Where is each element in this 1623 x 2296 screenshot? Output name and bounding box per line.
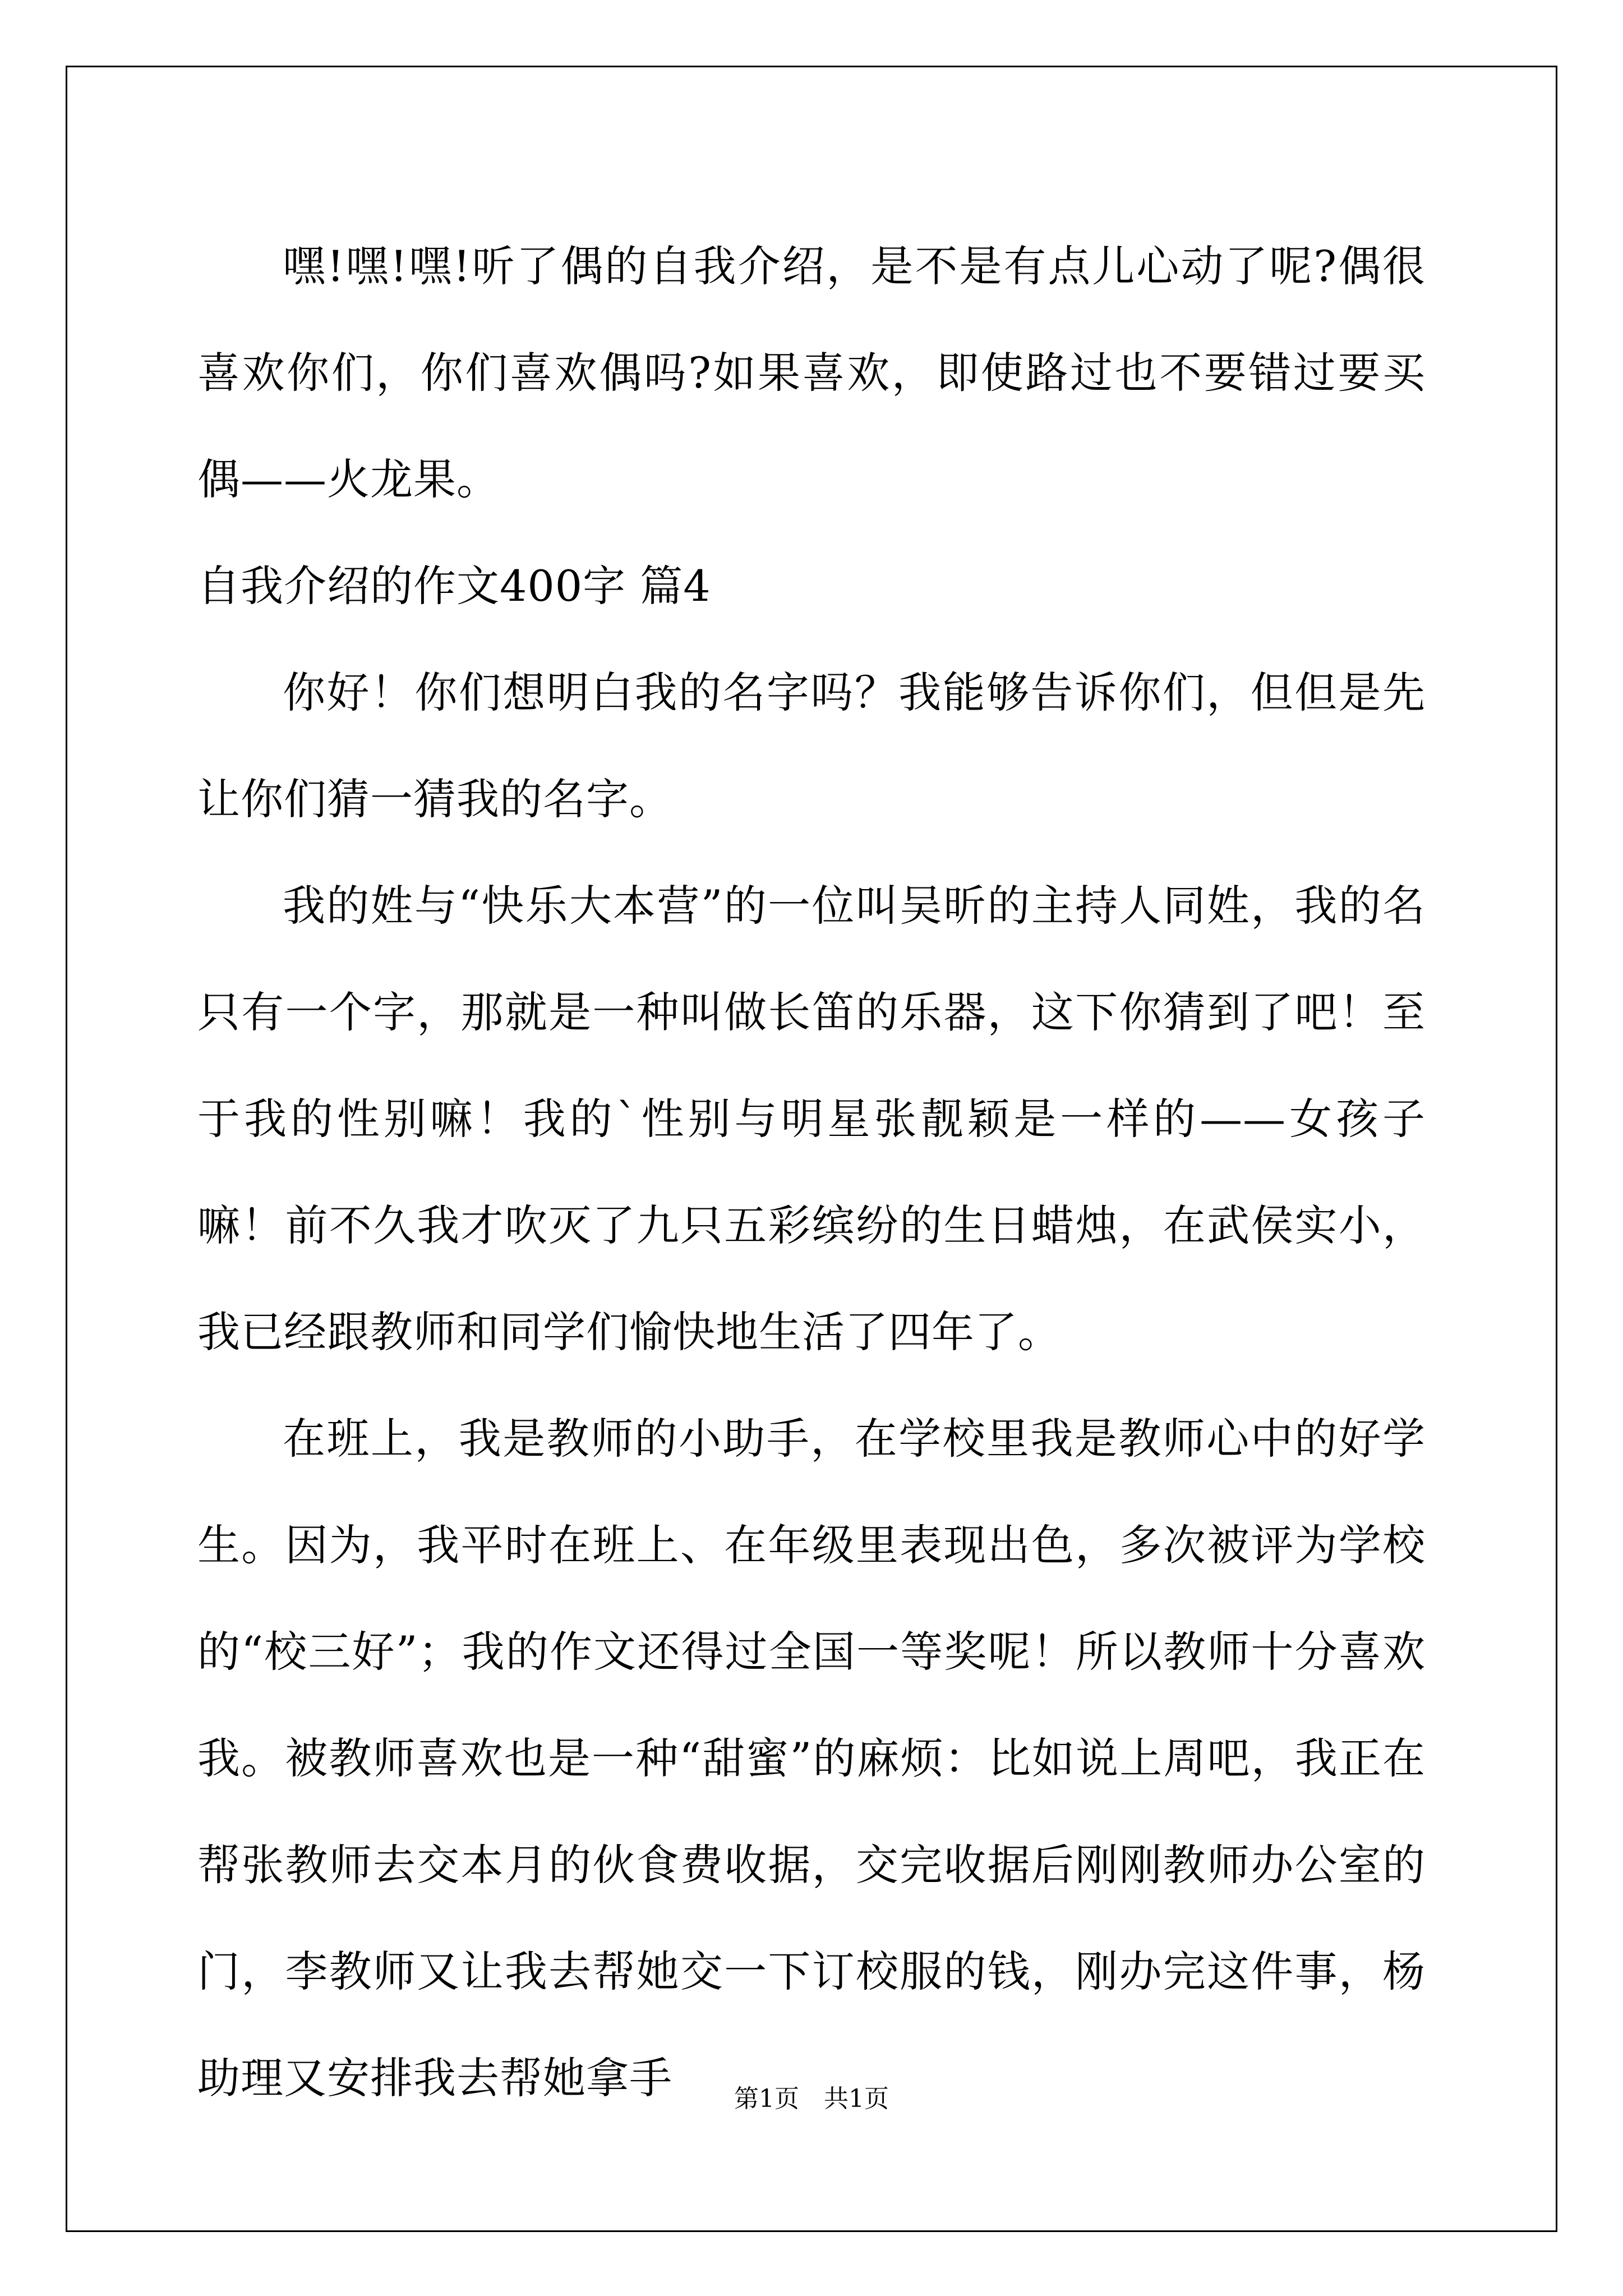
paragraph-2: 你好！你们想明白我的名字吗？我能够告诉你们，但但是先让你们猜一猜我的名字。 (197, 668, 1426, 824)
page-footer: 第1页 共1页 (734, 2085, 889, 2113)
paragraph-3: 我的姓与“快乐大本营”的一位叫吴昕的主持人同姓，我的名只有一个字，那就是一种叫做长笛的乐器，这下你猜到了吧！至于我的性别嘛！我的`性别与明星张靓颖是一样的——女孩子嘛！前不久我才吹灭了九只五彩缤纷的生日蜡烛，在武侯实小，我已经跟教师和同学们愉快地生活了四年了。 (197, 881, 1426, 1357)
paragraph-1: 嘿!嘿!嘿!听了偶的自我介绍，是不是有点儿心动了呢?偶很喜欢你们，你们喜欢偶吗?如果喜欢，即使路过也不要错过要买偶——火龙果。 (197, 241, 1426, 504)
paragraph-4: 在班上，我是教师的小助手，在学校里我是教师心中的好学生。因为，我平时在班上、在年级里表现出色，多次被评为学校的“校三好”；我的作文还得过全国一等奖呢！所以教师十分喜欢我。被教师喜欢也是一种“甜蜜”的麻烦：比如说上周吧，我正在帮张教师去交本月的伙食费收据，交完收据后刚刚教师办公室的门，李教师又让我去帮她交一下订校服的钱，刚办完这件事，杨助理又安排我去帮她拿手 (197, 1414, 1426, 2103)
section-heading: 自我介绍的作文400字 篇4 (197, 561, 711, 611)
document-body (197, 213, 1426, 2132)
